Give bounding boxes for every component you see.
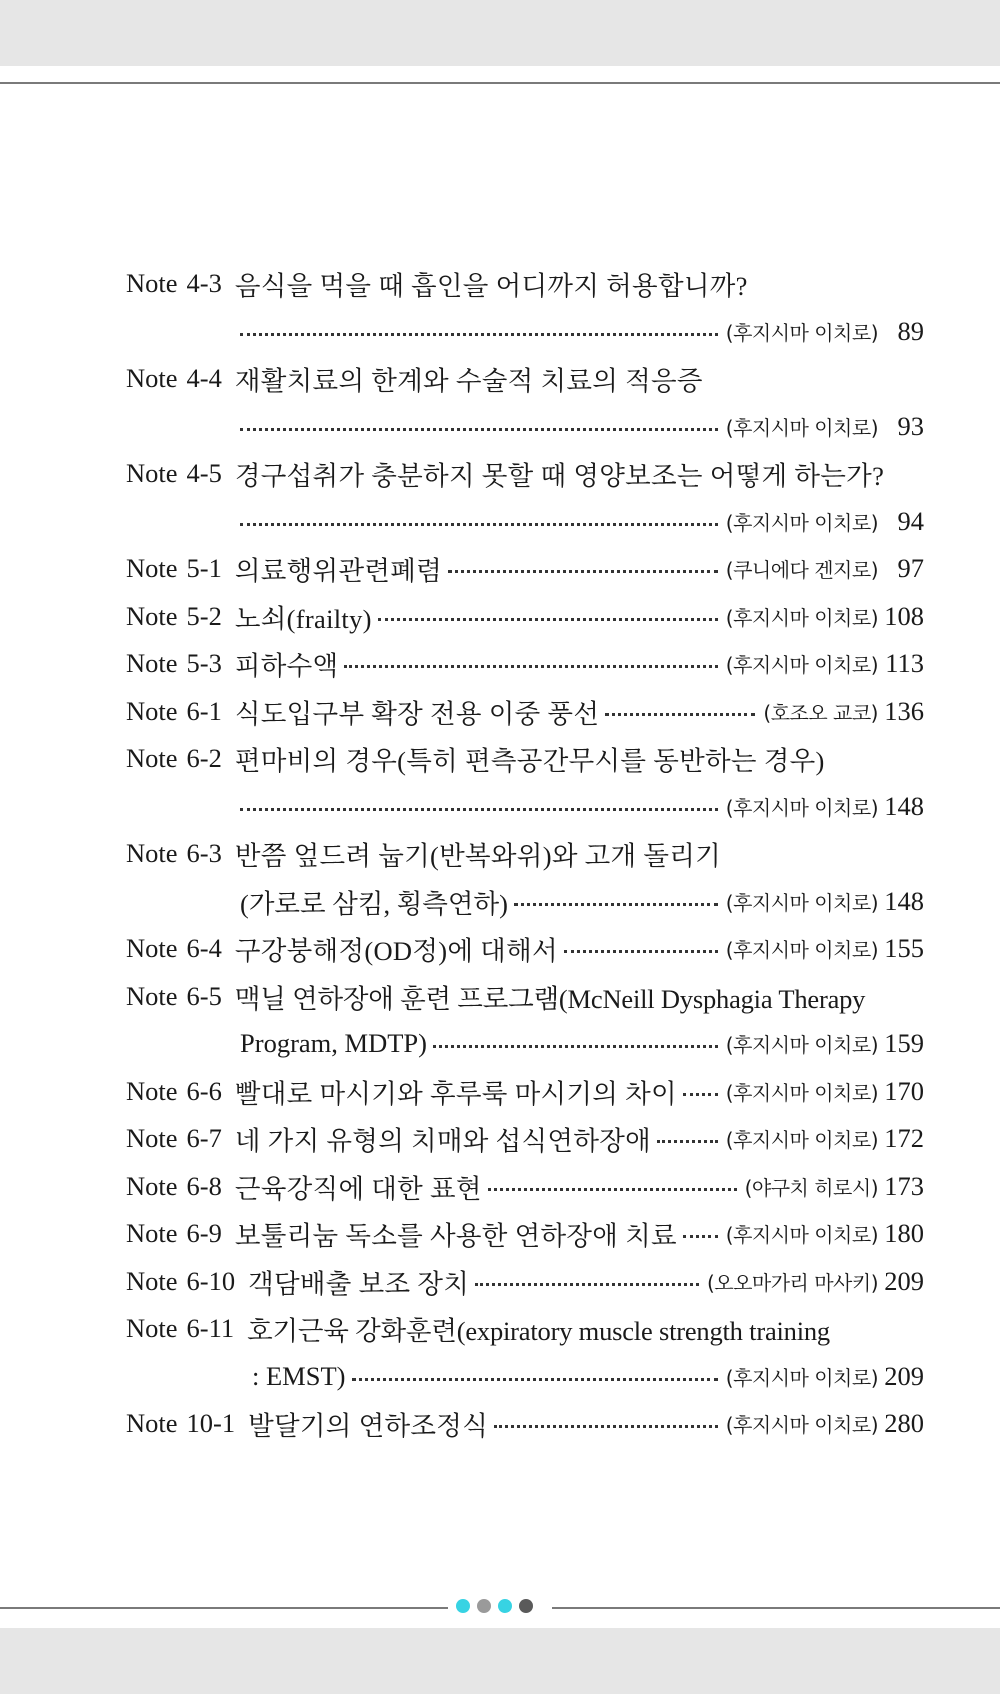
toc-entry-continuation [126,403,924,451]
toc-entry-continuation [126,1020,924,1068]
note-id: Note 6-6 [126,1075,222,1106]
toc-entry[interactable] [126,1258,924,1306]
top-gray-band [0,0,1000,66]
note-id: Note 4-3 [126,268,222,299]
note-title: 피하수액 [234,651,339,682]
dot-leader [657,1140,718,1143]
page-indicator[interactable] [456,1599,533,1613]
dot-leader [494,1425,718,1428]
note-title: 경구섭취가 충분하지 못할 때 영양보조는 어떻게 하는가? [234,461,885,492]
toc-entry[interactable] [126,545,924,593]
note-author: (후지시마 이치로) [725,653,878,678]
page-number: 172 [884,1123,924,1154]
toc-entry-continuation [126,308,924,356]
note-author: (후지시마 이치로) [725,415,878,440]
note-title: 식도입구부 확장 전용 이중 풍선 [234,698,600,729]
note-id: Note 6-8 [126,1170,222,1201]
dot-leader [378,618,718,621]
note-title: 재활치료의 한계와 수술적 치료의 적응증 [234,366,703,397]
note-title: 호기근육 강화훈련(expiratory muscle strength training [247,1316,830,1347]
note-title: 네 가지 유형의 치매와 섭식연하장애 [234,1126,652,1157]
note-author: (후지시마 이치로) [725,938,878,963]
note-author: (후지시마 이치로) [725,795,878,820]
note-title: 보툴리눔 독소를 사용한 연하장애 치료 [234,1221,677,1252]
toc-entry-continuation [126,878,924,926]
toc-entry[interactable] [126,1068,924,1116]
page-dot[interactable] [498,1599,512,1613]
toc-entry[interactable] [126,1115,924,1163]
note-author: (후지시마 이치로) [725,1223,878,1248]
note-id: Note 6-3 [126,838,222,869]
page-number: 280 [884,1408,924,1439]
dot-leader [240,523,718,526]
toc-entry[interactable] [126,830,924,878]
note-id: Note 5-3 [126,648,222,679]
bottom-divider-right [552,1607,1000,1609]
page-number: 173 [884,1170,924,1201]
note-title: 구강붕해정(OD정)에 대해서 [234,936,558,967]
note-id: Note 4-5 [126,458,222,489]
note-title: 근육강직에 대한 표현 [234,1173,482,1204]
toc-entry[interactable] [126,640,924,688]
note-author: (야구치 히로시) [744,1175,878,1200]
dot-leader [683,1235,718,1238]
page-number: 97 [897,553,924,584]
toc-entry[interactable] [126,1210,924,1258]
note-title-line2: Program, MDTP) [240,1028,427,1059]
note-title-line2: : EMST) [252,1360,346,1391]
note-title: 맥닐 연하장애 훈련 프로그램(McNeill Dysphagia Therapy [234,983,866,1014]
note-author: (후지시마 이치로) [725,1033,878,1058]
page-number: 148 [884,885,924,916]
note-id: Note 6-7 [126,1123,222,1154]
note-id: Note 6-11 [126,1313,235,1344]
toc-entry-continuation [126,783,924,831]
note-author: (후지시마 이치로) [725,1080,878,1105]
bottom-divider-left [0,1607,448,1609]
page-number: 89 [897,315,924,346]
note-id: Note 4-4 [126,363,222,394]
toc-entry[interactable] [126,735,924,783]
note-author: (후지시마 이치로) [725,510,878,535]
note-id: Note 6-4 [126,933,222,964]
note-author: (후지시마 이치로) [725,890,878,915]
note-title: 노쇠(frailty) [234,603,372,634]
toc-entry[interactable] [126,1305,924,1353]
note-id: Note 6-10 [126,1265,236,1296]
table-of-contents [126,260,924,1448]
note-author: (후지시마 이치로) [725,1365,878,1390]
note-id: Note 6-5 [126,980,222,1011]
toc-entry-continuation [126,498,924,546]
dot-leader [683,1093,718,1096]
note-title: 음식을 먹을 때 흡인을 어디까지 허용합니까? [234,271,748,302]
toc-entry[interactable] [126,925,924,973]
page-number: 108 [884,600,924,631]
dot-leader [240,428,718,431]
note-title: 빨대로 마시기와 후루룩 마시기의 차이 [234,1078,677,1109]
page-number: 155 [884,933,924,964]
note-author: (오오마가리 마사키) [706,1270,878,1295]
toc-entry[interactable] [126,1163,924,1211]
note-id: Note 10-1 [126,1408,236,1439]
dot-leader [433,1045,718,1048]
dot-leader [240,808,718,811]
toc-entry[interactable] [126,1400,924,1448]
note-author: (호조오 교코) [763,700,878,725]
note-title: 의료행위관련폐렴 [234,556,443,587]
note-title-line2: (가로로 삼킴, 횡측연하) [240,888,508,919]
note-author: (후지시마 이치로) [725,320,878,345]
bottom-gray-band [0,1628,1000,1694]
dot-leader [448,570,718,573]
dot-leader [352,1378,718,1381]
note-author: (후지시마 이치로) [725,1413,878,1438]
dot-leader [240,333,718,336]
note-title: 반쯤 엎드려 눕기(반복와위)와 고개 돌리기 [234,841,722,872]
dot-leader [564,950,718,953]
page-number: 94 [897,505,924,536]
note-id: Note 6-9 [126,1218,222,1249]
toc-entry[interactable] [126,593,924,641]
page-number: 170 [884,1075,924,1106]
note-author: (후지시마 이치로) [725,1128,878,1153]
page-number: 159 [884,1028,924,1059]
page-number: 209 [884,1265,924,1296]
toc-entry[interactable] [126,973,924,1021]
dot-leader [344,665,717,668]
note-author: (쿠니에다 겐지로) [725,558,878,583]
page-number: 180 [884,1218,924,1249]
dot-leader [475,1283,699,1286]
note-title: 객담배출 보조 장치 [248,1268,470,1299]
page-dot[interactable] [519,1599,533,1613]
note-id: Note 5-2 [126,600,222,631]
page-dot[interactable] [456,1599,470,1613]
toc-entry[interactable] [126,688,924,736]
note-title: 발달기의 연하조정식 [248,1411,489,1442]
page-dot[interactable] [477,1599,491,1613]
page-number: 209 [884,1360,924,1391]
toc-entry[interactable] [126,450,924,498]
note-id: Note 5-1 [126,553,222,584]
dot-leader [605,713,755,716]
toc-entry-continuation [126,1353,924,1401]
page-number: 113 [885,648,924,679]
top-divider [0,82,1000,84]
toc-entry[interactable] [126,260,924,308]
dot-leader [488,1188,737,1191]
note-id: Note 6-2 [126,743,222,774]
note-title: 편마비의 경우(특히 편측공간무시를 동반하는 경우) [234,746,825,777]
toc-entry[interactable] [126,355,924,403]
note-id: Note 6-1 [126,695,222,726]
note-author: (후지시마 이치로) [725,605,878,630]
page-number: 136 [884,695,924,726]
page-number: 148 [884,790,924,821]
dot-leader [514,903,718,906]
page-number: 93 [897,410,924,441]
